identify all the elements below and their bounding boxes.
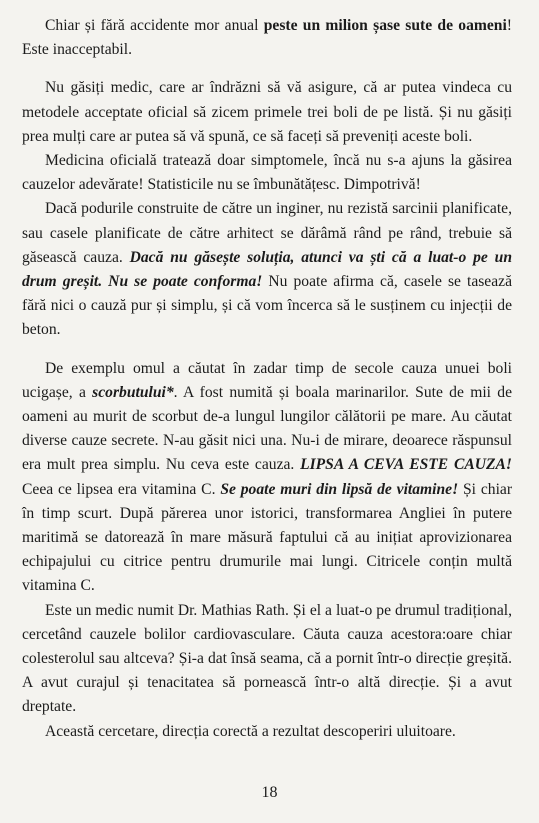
bold-text: peste un milion șase sute de oameni [263, 17, 507, 34]
paragraph-4 [22, 197, 512, 342]
bold-italic-text: LIPSA A CEVA ESTE CAUZA! [300, 456, 512, 474]
bold-italic-text: Se poate muri din lipsă de vitamine! [220, 480, 459, 498]
paragraph-7 [22, 720, 512, 744]
text: De exemplu omul a căutat în zadar timp de secole cauza unuei boli ucigașe, a [22, 359, 512, 401]
paragraph-6 [22, 599, 512, 720]
paragraph-5 [22, 357, 512, 599]
paragraph-2 [22, 76, 512, 149]
bold-italic-text: scorbutului* [92, 383, 174, 401]
text: Ceea ce lipsea era vitamina C. [22, 480, 221, 498]
text: Nu poate afirma că, casele se tasează fără nici o cauză pur și simplu, și că vom încerca să le susținem cu injecții de beton. [22, 273, 512, 339]
paragraph-3 [22, 149, 512, 197]
page-number: 18 [261, 784, 278, 801]
paragraph-spacer [22, 62, 512, 76]
text: . A fost numită și boala marinarilor. Sute de mii de oameni au murit de scorbut de-a lungul lungilor călătorii pe mare. Au căutat diverse cauze secrete. N-au găsit nici una. Nu-i de mirare, deoarece răspunsul era mult prea simplu. Nu ceva este cauza. [22, 383, 512, 474]
text: Și chiar în timp scurt. După părerea unor istorici, transformarea Angliei în putere maritimă se datorează în mare măsură faptului că au inițiat aprovizionarea echipajului cu citrice pentru drumurile mai lungi. Citricele conțin multă vitamina C. [22, 480, 513, 595]
text: Această cercetare, direcția corectă a rezultat descoperiri uluitoare. [45, 722, 456, 740]
text: Este un medic numit Dr. Mathias Rath. Și el a luat-o pe drumul tradițional, cercetând cauzele bolilor cardiovasculare. Căuta cauza acestora:oare chiar colesterolul sau altceva? Și-a dat însă seama, că a pornit într-o direcție greșită. A avut curajul și tenacitatea să pornească într-o altă direcție. Și a avut dreptate. [22, 601, 512, 716]
text: Dacă podurile construite de către un inginer, nu rezistă sarcinii planificate, sau casele planificate de către arhitect se dărâmă rând pe rând, trebuie să găsească cauza. [22, 200, 512, 266]
paragraph-spacer [22, 343, 512, 357]
text: Nu găsiți medic, care ar îndrăzni să vă asigure, că ar putea vindeca cu metodele acceptate oficial să zicem primele trei boli de pe listă. Și nu găsiți prea mulți care ar putea să vă spună, ce să faceți să preveniți aceste boli. [22, 79, 512, 145]
text: ! Este inacceptabil. [22, 17, 512, 59]
text: Chiar și fără accidente mor anual [45, 17, 264, 34]
text: Medicina oficială tratează doar simptomele, încă nu s-a ajuns la găsirea cauzelor adevărate! Statisticile nu se îmbunătățesc. Dimpotrivă! [22, 152, 512, 194]
paragraph-1 [22, 14, 512, 62]
bold-italic-text: Dacă nu găsește soluția, atunci va ști că a luat-o pe un drum greșit. Nu se poate conforma! [22, 248, 512, 291]
